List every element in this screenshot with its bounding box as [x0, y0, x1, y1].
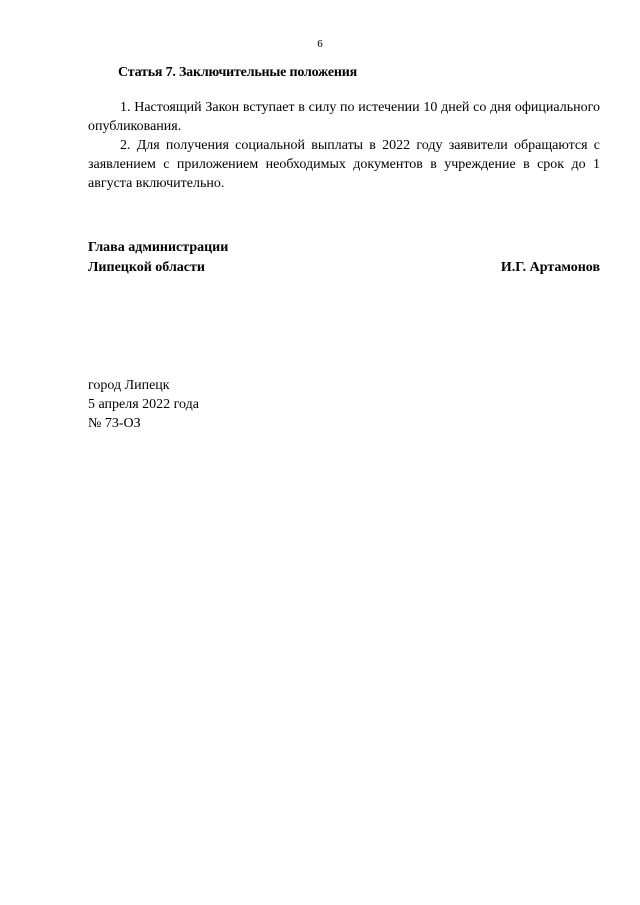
signature-row	[88, 258, 600, 278]
law-number: № 73-ОЗ	[88, 416, 141, 431]
article-body-paragraph-2	[88, 136, 600, 193]
paragraph-1: 1. Настоящий Закон вступает в силу по истечении 10 дней со дня официального опубликования.	[88, 100, 600, 134]
article-heading: Статья 7. Заключительные положения	[118, 65, 357, 80]
signatory-title-line2: Липецкой области	[88, 260, 205, 275]
signature-block	[88, 238, 600, 278]
place-date-block	[88, 376, 199, 433]
signatory-name: И.Г. Артамонов	[500, 260, 600, 275]
date: 5 апреля 2022 года	[88, 397, 199, 412]
page-number: 6	[317, 38, 323, 50]
signatory-title-line1: Глава администрации	[88, 240, 229, 255]
city: город Липецк	[88, 378, 170, 393]
paragraph-2: 2. Для получения социальной выплаты в 2022 году заявители обращаются с заявлением с приложением необходимых документов в учреждение в срок до 1 августа включительно.	[88, 138, 600, 191]
article-body-paragraph-1	[88, 98, 600, 136]
